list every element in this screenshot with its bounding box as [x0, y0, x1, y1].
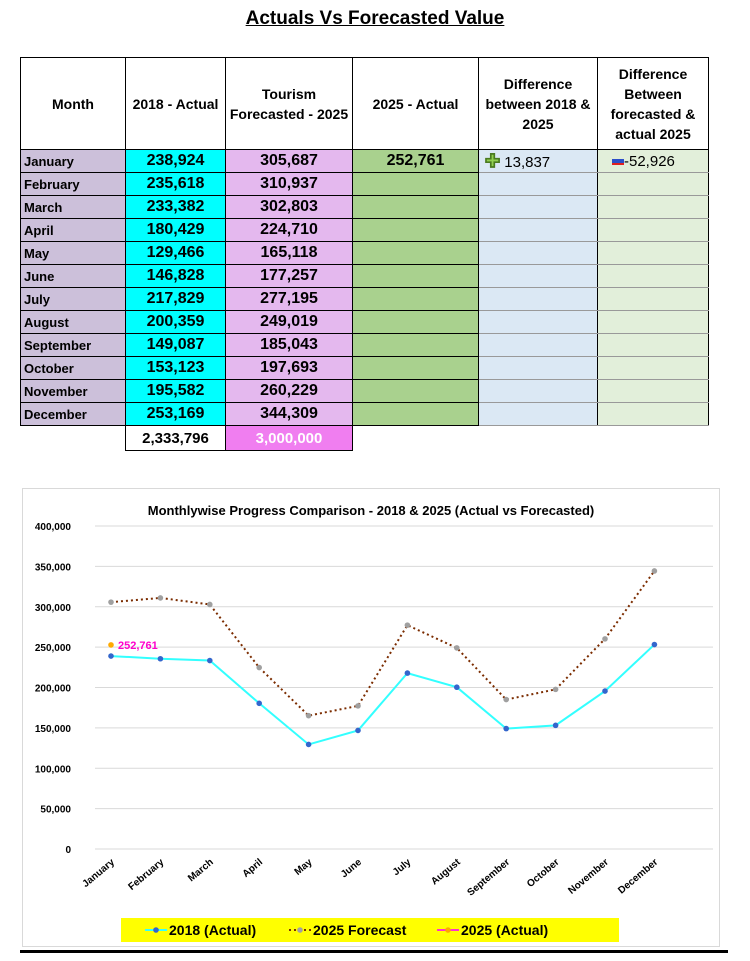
- data-point: [553, 687, 559, 693]
- table-cell: [21, 196, 126, 219]
- x-tick-label: October: [525, 856, 562, 890]
- y-tick-label: 50,000: [40, 804, 71, 816]
- table-cell: [598, 150, 709, 173]
- table-row: [21, 173, 709, 196]
- table-cell: [126, 265, 226, 288]
- data-point: [207, 602, 213, 608]
- table-cell: [353, 219, 479, 242]
- table-cell: [21, 288, 126, 311]
- table-cell: [21, 311, 126, 334]
- cell-value: January: [24, 153, 74, 169]
- x-tick-label: November: [566, 856, 611, 897]
- table-cell: [126, 242, 226, 265]
- cell-value: 249,019: [260, 313, 318, 330]
- empty-cell: [21, 426, 126, 451]
- cell-value: 129,466: [146, 244, 205, 261]
- legend-label: 2018 (Actual): [169, 922, 257, 938]
- table-cell: [598, 196, 709, 219]
- table-cell: [126, 311, 226, 334]
- table-cell: [126, 380, 226, 403]
- data-point: [405, 622, 411, 628]
- table-cell: [126, 357, 226, 380]
- data-point: [355, 703, 361, 709]
- divider: [20, 950, 728, 953]
- data-point: [158, 656, 164, 662]
- table-cell: [226, 150, 353, 173]
- table-cell: [126, 288, 226, 311]
- column-header: Difference between 2018 & 2025: [479, 58, 598, 150]
- cell-value: 180,429: [146, 221, 205, 238]
- data-point: [652, 568, 658, 574]
- cell-value: 253,169: [146, 405, 205, 422]
- y-tick-label: 150,000: [34, 723, 71, 735]
- cell-value: February: [24, 176, 80, 192]
- table-cell: [479, 219, 598, 242]
- cell-value: October: [24, 360, 74, 376]
- table-cell: [21, 357, 126, 380]
- table-row: [21, 288, 709, 311]
- table-cell: [226, 196, 353, 219]
- table-cell: [126, 173, 226, 196]
- table-cell: [479, 196, 598, 219]
- cell-value: -52,926: [624, 152, 675, 170]
- data-point: [256, 665, 262, 671]
- table-cell: [21, 380, 126, 403]
- empty-cell: [598, 426, 709, 451]
- cell-value: May: [24, 245, 50, 261]
- cell-value: 197,693: [260, 359, 318, 376]
- table-cell: [226, 403, 353, 426]
- table-cell: [598, 242, 709, 265]
- table-row: [21, 380, 709, 403]
- table-cell: [126, 403, 226, 426]
- cell-value: November: [24, 383, 88, 399]
- series-line-0: [111, 645, 654, 745]
- table-cell: [479, 265, 598, 288]
- x-tick-label: February: [126, 856, 167, 893]
- table-cell: [21, 403, 126, 426]
- data-point: [454, 684, 460, 690]
- cell-value: 200,359: [146, 313, 205, 330]
- x-tick-label: January: [80, 856, 117, 890]
- table-cell: [598, 403, 709, 426]
- table-cell: [479, 242, 598, 265]
- table-cell: [21, 150, 126, 173]
- table-cell: [598, 265, 709, 288]
- table-cell: [226, 288, 353, 311]
- minus-icon: [612, 159, 624, 165]
- table-cell: [126, 219, 226, 242]
- legend-label: 2025 Forecast: [313, 922, 407, 938]
- x-tick-label: August: [429, 856, 463, 888]
- table-cell: [21, 334, 126, 357]
- cell-value: 195,582: [146, 382, 205, 399]
- y-tick-label: 0: [65, 845, 71, 856]
- table-row: [21, 150, 709, 173]
- table-row: [21, 219, 709, 242]
- table-cell: [226, 334, 353, 357]
- column-header: 2025 - Actual: [353, 58, 479, 150]
- cell-value: 305,687: [260, 152, 318, 169]
- table-cell: [353, 288, 479, 311]
- actuals-table: [20, 57, 709, 451]
- x-tick-label: May: [292, 856, 315, 878]
- data-point: [652, 642, 658, 648]
- line-chart: [22, 488, 720, 947]
- data-point: [503, 697, 509, 703]
- table-cell: [598, 288, 709, 311]
- x-tick-label: April: [240, 856, 266, 880]
- table-row: [21, 357, 709, 380]
- total-2018: 2,333,796: [126, 426, 226, 451]
- total-forecast: 3,000,000: [226, 426, 353, 451]
- column-header: Tourism Forecasted - 2025: [226, 58, 353, 150]
- cell-value: June: [24, 268, 55, 284]
- empty-cell: [353, 426, 479, 451]
- data-point: [503, 726, 509, 732]
- table-cell: [479, 403, 598, 426]
- table-cell: [21, 265, 126, 288]
- table-cell: [479, 311, 598, 334]
- cell-value: 217,829: [146, 290, 205, 307]
- cell-value: 153,123: [146, 359, 205, 376]
- data-point: [256, 701, 262, 707]
- cell-value: 13,837: [504, 153, 551, 171]
- y-tick-label: 400,000: [34, 522, 71, 533]
- table-cell: [353, 173, 479, 196]
- data-point: [405, 670, 411, 676]
- table-cell: [226, 173, 353, 196]
- table-cell: [226, 219, 353, 242]
- y-tick-label: 100,000: [34, 764, 71, 776]
- table-cell: [126, 196, 226, 219]
- table-cell: [479, 288, 598, 311]
- data-point: [108, 642, 114, 648]
- y-tick-label: 250,000: [34, 643, 71, 655]
- table-cell: [353, 357, 479, 380]
- table-cell: [226, 380, 353, 403]
- y-tick-label: 200,000: [34, 683, 71, 695]
- series-line-1: [111, 571, 654, 716]
- table-cell: [598, 311, 709, 334]
- cell-value: 277,195: [260, 290, 318, 307]
- table-cell: [226, 265, 353, 288]
- table-cell: [598, 380, 709, 403]
- table-row: [21, 242, 709, 265]
- cell-value: December: [24, 406, 87, 422]
- data-point: [306, 742, 312, 748]
- chart-title: Monthlywise Progress Comparison - 2018 & 2025 (Actual vs Forecasted): [147, 503, 595, 518]
- column-header: Month: [21, 58, 126, 150]
- cell-value: 310,937: [260, 175, 318, 192]
- cell-value: 302,803: [260, 198, 318, 215]
- x-tick-label: December: [616, 856, 661, 897]
- cell-value: July: [24, 291, 51, 307]
- table-cell: [226, 311, 353, 334]
- table-row: [21, 311, 709, 334]
- y-tick-label: 350,000: [34, 562, 71, 574]
- empty-cell: [479, 426, 598, 451]
- cell-value: 233,382: [146, 198, 205, 215]
- table-row: [21, 196, 709, 219]
- data-point: [602, 688, 608, 694]
- cell-value: 177,257: [260, 267, 318, 284]
- plus-icon: ✚: [485, 150, 501, 171]
- cell-value: 260,229: [260, 382, 318, 399]
- cell-value: 252,761: [386, 152, 445, 169]
- x-tick-label: July: [390, 856, 414, 879]
- table-row: [21, 265, 709, 288]
- cell-value: 165,118: [260, 244, 318, 261]
- total-row: [21, 426, 709, 451]
- cell-value: April: [24, 222, 54, 238]
- cell-value: 238,924: [146, 152, 205, 169]
- table-cell: [353, 403, 479, 426]
- table-cell: [353, 150, 479, 173]
- y-tick-label: 300,000: [34, 602, 71, 614]
- table-cell: [598, 173, 709, 196]
- table-cell: [353, 380, 479, 403]
- x-tick-label: March: [186, 856, 216, 885]
- cell-value: September: [24, 337, 92, 353]
- legend-marker: [445, 927, 451, 933]
- table-cell: [353, 311, 479, 334]
- cell-value: 146,828: [146, 267, 205, 284]
- table-cell: [126, 150, 226, 173]
- data-point: [355, 728, 361, 734]
- table-row: [21, 334, 709, 357]
- table-cell: [479, 173, 598, 196]
- data-label: 252,761: [118, 639, 158, 652]
- table-cell: [126, 334, 226, 357]
- table-cell: [598, 219, 709, 242]
- cell-value: 149,087: [146, 336, 205, 353]
- table-cell: [598, 357, 709, 380]
- table-cell: [226, 357, 353, 380]
- data-point: [108, 653, 114, 659]
- page-title: Actuals Vs Forecasted Value: [245, 8, 505, 29]
- legend-marker: [297, 927, 303, 933]
- column-header: Difference Between forecasted & actual 2025: [598, 58, 709, 150]
- cell-value: 235,618: [146, 175, 205, 192]
- table-cell: [21, 173, 126, 196]
- cell-value: 185,043: [260, 336, 318, 353]
- table-cell: [479, 357, 598, 380]
- column-header: 2018 - Actual: [126, 58, 226, 150]
- data-point: [108, 599, 114, 605]
- data-point: [207, 658, 213, 664]
- table-row: [21, 403, 709, 426]
- table-cell: [226, 242, 353, 265]
- table-cell: [353, 265, 479, 288]
- table-cell: [479, 150, 598, 173]
- table-cell: [479, 380, 598, 403]
- legend-marker: [153, 927, 159, 933]
- table-cell: [353, 334, 479, 357]
- data-point: [158, 595, 164, 601]
- cell-value: 224,710: [260, 221, 318, 238]
- data-point: [602, 636, 608, 642]
- cell-value: March: [24, 199, 63, 215]
- table-cell: [479, 334, 598, 357]
- x-tick-label: September: [465, 856, 513, 899]
- x-tick-label: June: [338, 856, 364, 881]
- chart-svg: [23, 489, 719, 946]
- table-cell: [353, 196, 479, 219]
- table-cell: [353, 242, 479, 265]
- data-point: [553, 723, 559, 729]
- cell-value: August: [24, 314, 69, 330]
- cell-value: 344,309: [260, 405, 318, 422]
- table-cell: [21, 219, 126, 242]
- table-cell: [21, 242, 126, 265]
- data-point: [454, 645, 460, 651]
- data-point: [306, 713, 312, 719]
- legend-label: 2025 (Actual): [461, 922, 549, 938]
- table-cell: [598, 334, 709, 357]
